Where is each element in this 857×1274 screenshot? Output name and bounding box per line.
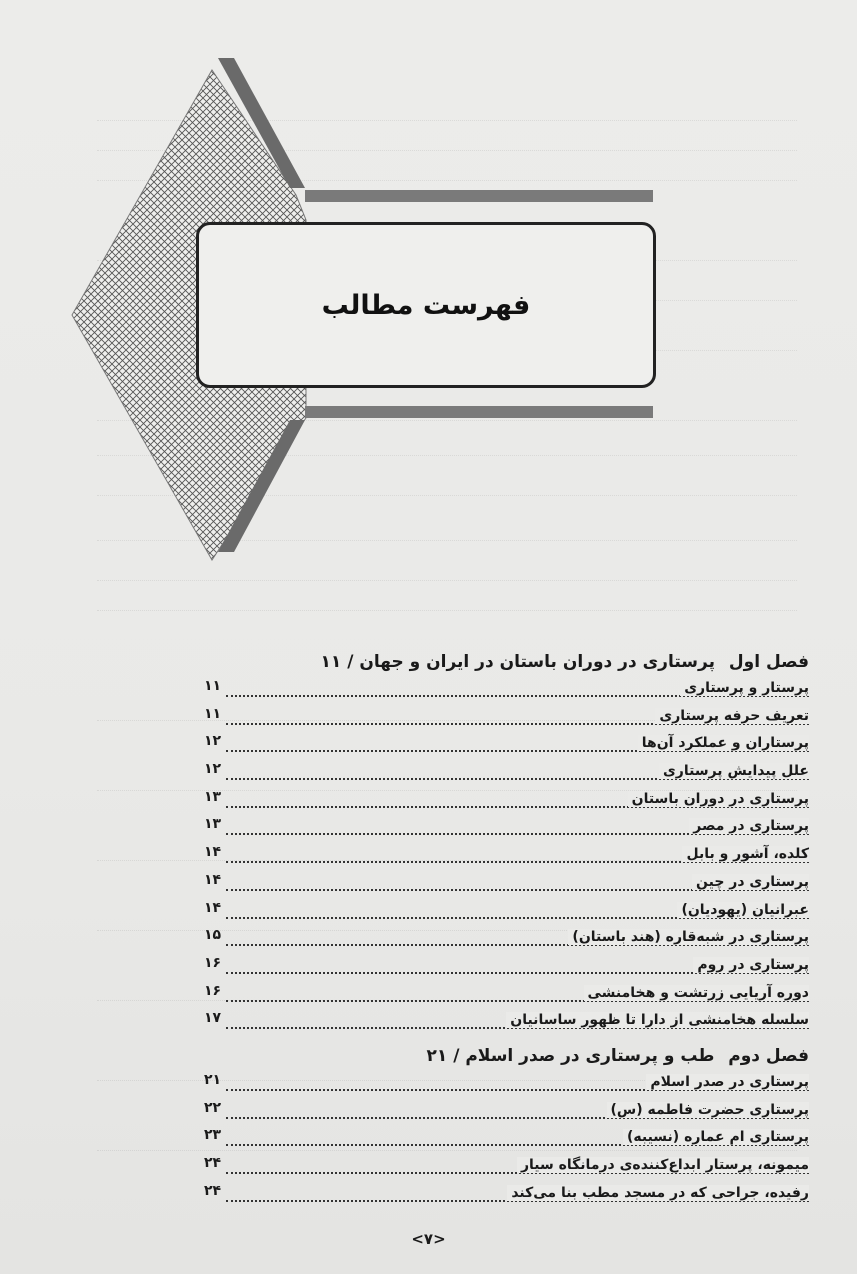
chapter-heading: [204, 652, 809, 672]
toc-entry: [204, 927, 809, 955]
toc-entry-text: کلده، آشور و بابل: [682, 846, 809, 862]
toc-list: [204, 678, 809, 1038]
chapter-1: [204, 652, 809, 1038]
toc-entry-text: عبرانیان (یهودیان): [677, 902, 809, 918]
toc-page-number: ۱۲: [204, 761, 222, 778]
toc-entry: [204, 789, 809, 817]
toc-page-number: ۱۱: [204, 705, 222, 722]
chapter-label: فصل دوم: [728, 1046, 809, 1066]
toc-page-number: ۱۳: [204, 816, 222, 833]
chapter-title: طب و پرستاری در صدر اسلام / ۲۱: [426, 1046, 715, 1066]
toc-entry: [204, 983, 809, 1011]
toc-entry-text: دوره آریایی زرتشت و هخامنشی: [584, 985, 810, 1001]
toc-entry-text: پرستاری در روم: [693, 957, 809, 973]
title-frame: [196, 222, 656, 388]
toc-page-number: ۱۶: [204, 982, 222, 999]
toc-entry-text: سلسله هخامنشی از دارا تا ظهور ساسانیان: [506, 1012, 809, 1028]
toc-entry-text: پرستاری در شبه‌قاره (هند باستان): [568, 929, 809, 945]
toc-page-number: ۲۲: [204, 1099, 222, 1116]
toc-entry: [204, 900, 809, 928]
toc-page-number: ۲۴: [204, 1182, 222, 1199]
chapter-label: فصل اول: [728, 652, 809, 672]
toc-entry-text: رفیده، جراحی که در مسجد مطب بنا می‌کند: [507, 1185, 809, 1201]
toc-entry: [204, 761, 809, 789]
toc-entry: [204, 955, 809, 983]
chapter-heading: [204, 1046, 809, 1066]
toc-page-number: ۱۲: [204, 733, 222, 750]
toc-entry: [204, 1100, 809, 1128]
toc-entry: [204, 1183, 809, 1211]
toc-entry-text: پرستاری در چین: [692, 874, 809, 890]
toc-entry: [204, 1010, 809, 1038]
toc-page-number: ۱۴: [204, 844, 222, 861]
page-number: <۷>: [411, 1230, 446, 1248]
toc-entry: [204, 733, 809, 761]
toc-page-number: ۱۷: [204, 1010, 222, 1027]
toc-page-number: ۱۳: [204, 788, 222, 805]
toc-entry: [204, 872, 809, 900]
chapter-2: [204, 1046, 809, 1210]
toc-entry: [204, 706, 809, 734]
toc-entry-text: پرستاری ام عماره (نسیبه): [623, 1129, 809, 1145]
toc-entry: [204, 1155, 809, 1183]
toc-page-number: ۱۴: [204, 899, 222, 916]
toc-page-number: ۲۳: [204, 1127, 222, 1144]
toc-page-number: ۲۱: [204, 1072, 222, 1088]
toc-entry: [204, 1127, 809, 1155]
toc-page-number: ۱۴: [204, 871, 222, 888]
toc-entry-text: تعریف حرفه پرستاری: [655, 708, 809, 724]
toc-entry: [204, 1072, 809, 1100]
toc-page-number: ۱۶: [204, 954, 222, 971]
toc-entry-text: پرستاری در دوران باستان: [628, 791, 809, 807]
toc-entry-text: پرستاری در صدر اسلام: [646, 1074, 809, 1090]
toc-page-number: ۱۱: [204, 678, 222, 694]
toc-entry-text: پرستار و پرستاری: [680, 680, 809, 696]
toc-entry-text: میمونه، پرستار ابداع‌کننده‌ی درمانگاه سیار: [517, 1157, 809, 1173]
toc-entry-text: پرستاری حضرت فاطمه (س): [607, 1102, 809, 1118]
toc-entry: [204, 678, 809, 706]
toc-page-number: ۲۴: [204, 1155, 222, 1172]
toc-entry-text: پرستاری در مصر: [689, 818, 809, 834]
toc-entry: [204, 816, 809, 844]
toc-list: [204, 1072, 809, 1210]
page-title: فهرست مطالب: [321, 289, 531, 321]
toc-entry-text: پرستاران و عملکرد آن‌ها: [638, 735, 809, 751]
toc-entry: [204, 844, 809, 872]
toc-page-number: ۱۵: [204, 927, 222, 944]
toc-entry-text: علل پیدایش پرستاری: [659, 763, 809, 779]
chapter-title: پرستاری در دوران باستان در ایران و جهان / ۱۱: [320, 652, 715, 672]
